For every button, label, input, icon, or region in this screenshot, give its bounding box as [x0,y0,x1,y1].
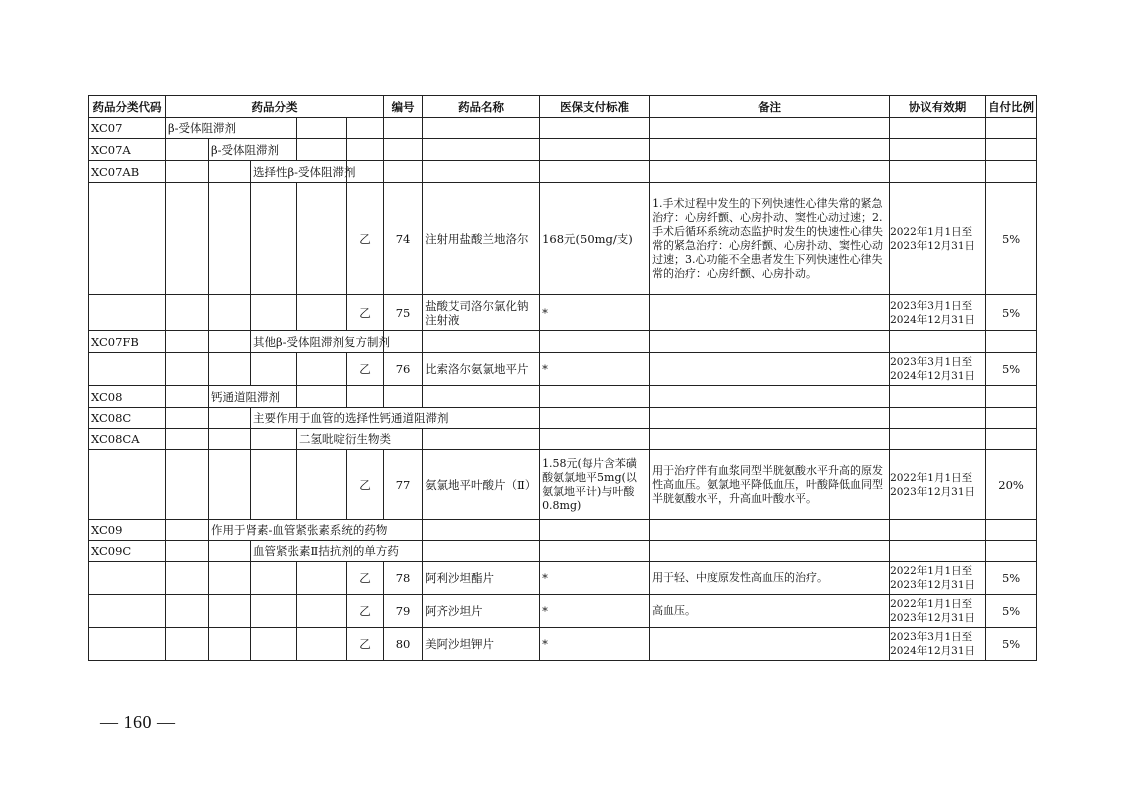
validity-start: 2022年1月1日至 [890,598,973,610]
header-ratio: 自付比例 [986,96,1037,118]
drug-name: 注射用盐酸兰地洛尔 [423,183,540,295]
table-row [89,628,1037,661]
validity-start: 2023年3月1日至 [890,299,973,312]
validity-end: 2023年12月31日 [890,239,976,252]
drug-name: 阿齐沙坦片 [423,595,540,628]
drug-name: 阿利沙坦酯片 [423,562,540,595]
drug-name: 比索洛尔氨氯地平片 [423,353,540,386]
category-code: XC08C [89,408,166,429]
drug-type: 乙 [347,450,384,520]
validity [890,295,986,331]
remarks: 用于治疗伴有血浆同型半胱氨酸水平升高的原发性高血压。氨氯地平降低血压，叶酸降低血同型半胱氨酸水平，升高血叶酸水平。 [650,450,890,520]
table-row [89,295,1037,331]
category-row [89,139,1037,161]
category-label: 钙通道阻滞剂 [209,386,297,408]
validity-start: 2022年1月1日至 [890,225,973,238]
table-header-row [89,96,1037,118]
header-number: 编号 [384,96,423,118]
category-label: 其他β-受体阻滞剂复方制剂 [251,331,384,353]
payment-standard: * [540,628,650,661]
validity-start: 2022年1月1日至 [890,471,973,484]
category-label: 主要作用于血管的选择性钙通道阻滞剂 [251,408,540,429]
validity-end: 2023年12月31日 [890,485,976,498]
category-code: XC08 [89,386,166,408]
header-code: 药品分类代码 [89,96,166,118]
payment-standard: * [540,562,650,595]
validity [890,562,986,595]
self-pay-ratio: 5% [986,595,1037,628]
category-row [89,520,1037,541]
category-label: 选择性β-受体阻滞剂 [251,161,347,183]
drug-type: 乙 [347,562,384,595]
self-pay-ratio: 5% [986,628,1037,661]
drug-type: 乙 [347,628,384,661]
category-label: β-受体阻滞剂 [166,118,297,139]
drug-name: 盐酸艾司洛尔氯化钠注射液 [423,295,540,331]
category-label: β-受体阻滞剂 [209,139,297,161]
header-validity: 协议有效期 [890,96,986,118]
table-row [89,450,1037,520]
self-pay-ratio: 5% [986,295,1037,331]
category-row [89,331,1037,353]
drug-number: 76 [384,353,423,386]
drug-number: 74 [384,183,423,295]
validity-end: 2023年12月31日 [890,612,976,624]
drug-number: 80 [384,628,423,661]
validity-end: 2024年12月31日 [890,370,976,382]
payment-standard: 168元(50mg/支) [540,183,650,295]
drug-type: 乙 [347,353,384,386]
remarks [650,628,890,661]
remarks [650,295,890,331]
page-number: — 160 — [100,712,176,732]
validity-start: 2023年3月1日至 [890,356,973,368]
category-code: XC07AB [89,161,166,183]
validity [890,595,986,628]
table-row [89,353,1037,386]
category-row [89,408,1037,429]
category-code: XC07 [89,118,166,139]
category-code: XC09C [89,541,166,562]
drug-type: 乙 [347,595,384,628]
drug-number: 78 [384,562,423,595]
drug-number: 75 [384,295,423,331]
validity-end: 2024年12月31日 [890,313,976,326]
drug-number: 77 [384,450,423,520]
payment-standard: * [540,295,650,331]
validity [890,353,986,386]
header-standard: 医保支付标准 [540,96,650,118]
drug-type: 乙 [347,295,384,331]
category-code: XC09 [89,520,166,541]
self-pay-ratio: 5% [986,562,1037,595]
drug-name: 氨氯地平叶酸片（Ⅱ） [423,450,540,520]
header-category: 药品分类 [166,96,384,118]
remarks: 用于轻、中度原发性高血压的治疗。 [650,562,890,595]
validity-start: 2023年3月1日至 [890,631,973,643]
payment-standard: 1.58元(每片含苯磺酸氨氯地平5mg(以氨氯地平计)与叶酸0.8mg) [540,450,650,520]
category-row [89,429,1037,450]
payment-standard: * [540,595,650,628]
drug-type: 乙 [347,183,384,295]
validity [890,450,986,520]
payment-standard: * [540,353,650,386]
category-row [89,161,1037,183]
validity-end: 2024年12月31日 [890,645,976,657]
self-pay-ratio: 20% [986,450,1037,520]
category-row [89,118,1037,139]
header-remarks: 备注 [650,96,890,118]
validity [890,628,986,661]
drug-number: 79 [384,595,423,628]
category-row [89,541,1037,562]
validity [890,183,986,295]
drug-name: 美阿沙坦钾片 [423,628,540,661]
category-label: 作用于肾素-血管紧张素系统的药物 [209,520,423,541]
category-label: 血管紧张素Ⅱ拮抗剂的单方药 [251,541,423,562]
self-pay-ratio: 5% [986,183,1037,295]
category-code: XC07FB [89,331,166,353]
category-code: XC08CA [89,429,166,450]
drug-catalog-table [88,95,1037,661]
category-code: XC07A [89,139,166,161]
remarks: 高血压。 [650,595,890,628]
remarks: 1.手术过程中发生的下列快速性心律失常的紧急治疗：心房纤颤、心房扑动、窦性心动过速；2.手术后循环系统动态监护时发生的快速性心律失常的紧急治疗：心房纤颤、心房扑动、窦性心动过速；3.心功能不全患者发生下列快速性心律失常的治疗：心房纤颤、心房扑动。 [650,183,890,295]
self-pay-ratio: 5% [986,353,1037,386]
header-name: 药品名称 [423,96,540,118]
category-label: 二氢吡啶衍生物类 [297,429,423,450]
category-row [89,386,1037,408]
validity-end: 2023年12月31日 [890,579,976,591]
table-row [89,562,1037,595]
table-row [89,595,1037,628]
remarks [650,353,890,386]
validity-start: 2022年1月1日至 [890,565,973,577]
table-row [89,183,1037,295]
